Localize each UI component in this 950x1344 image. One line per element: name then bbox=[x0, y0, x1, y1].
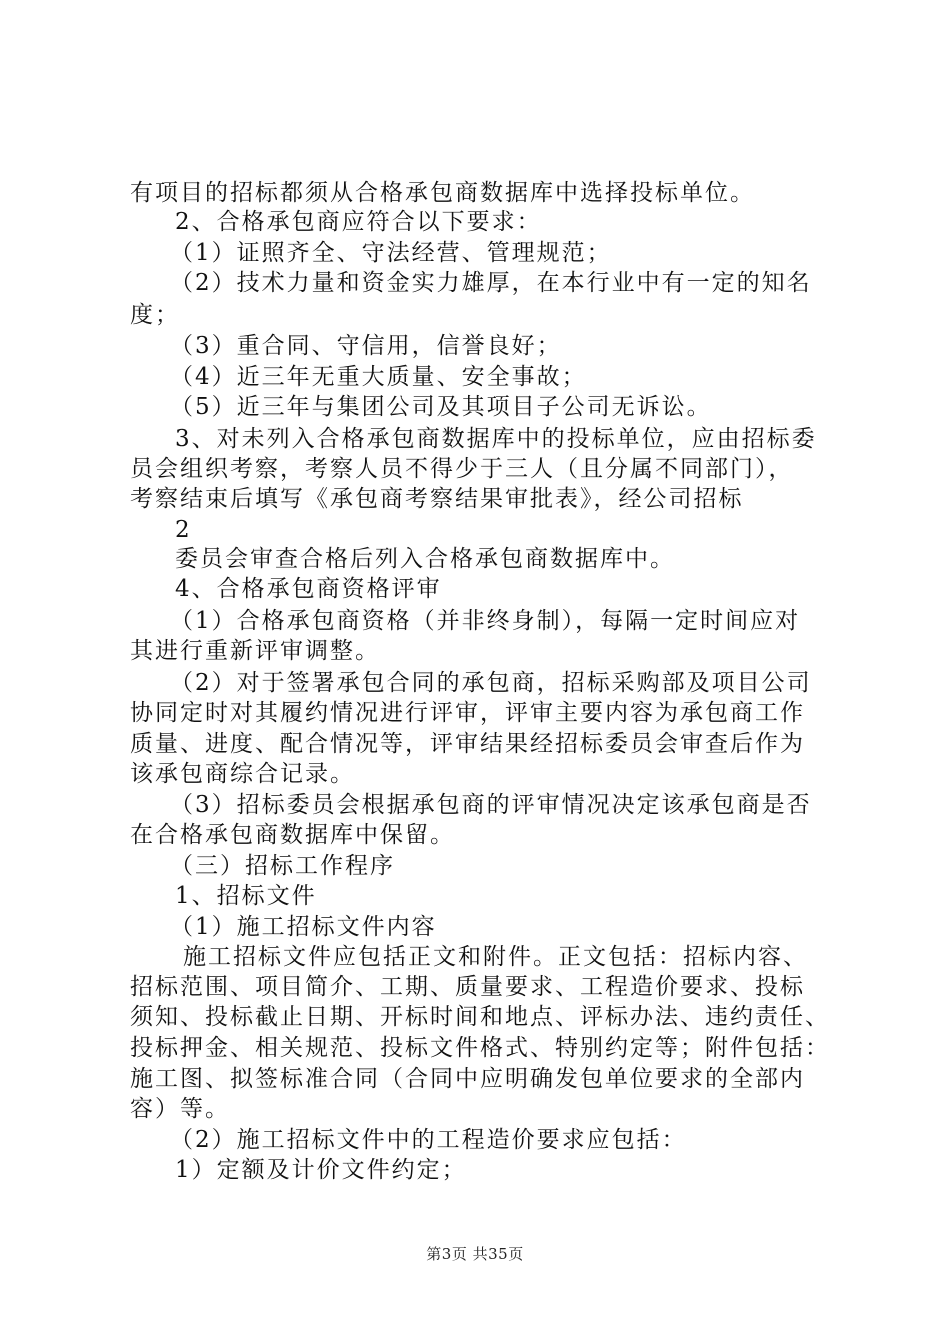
section-heading: （三）招标工作程序 bbox=[170, 853, 395, 879]
text-line: （1）证照齐全、守法经营、管理规范； bbox=[170, 240, 612, 266]
text-line: （2）技术力量和资金实力雄厚，在本行业中有一定的知名 bbox=[170, 270, 812, 296]
page-footer: 第3页 共35页 bbox=[426, 1245, 524, 1263]
text-line: 2、合格承包商应符合以下要求： bbox=[175, 209, 542, 235]
text-line: 须知、投标截止日期、开标时间和地点、评标办法、违约责任、 bbox=[130, 1004, 830, 1030]
text-line: （5）近三年与集团公司及其项目子公司无诉讼。 bbox=[170, 394, 712, 420]
section-heading: 1、招标文件 bbox=[175, 883, 317, 909]
text-line: 容）等。 bbox=[130, 1096, 230, 1122]
text-line: 施工招标文件应包括正文和附件。正文包括：招标内容、 bbox=[183, 944, 808, 970]
text-line: 该承包商综合记录。 bbox=[130, 761, 355, 787]
text-line: 在合格承包商数据库中保留。 bbox=[130, 822, 455, 848]
text-line: （3）重合同、守信用，信誉良好； bbox=[170, 333, 562, 359]
text-line: （2）对于签署承包合同的承包商，招标采购部及项目公司 bbox=[170, 670, 812, 696]
text-line: 考察结束后填写《承包商考察结果审批表》，经公司招标 bbox=[130, 486, 744, 512]
text-line: 其进行重新评审调整。 bbox=[130, 638, 380, 664]
text-line: 有项目的招标都须从合格承包商数据库中选择投标单位。 bbox=[130, 180, 755, 206]
text-line: 招标范围、项目简介、工期、质量要求、工程造价要求、投标 bbox=[130, 974, 805, 1000]
text-line: （4）近三年无重大质量、安全事故； bbox=[170, 364, 587, 390]
text-line: 质量、进度、配合情况等，评审结果经招标委员会审查后作为 bbox=[130, 731, 805, 757]
page-break-number: 2 bbox=[175, 517, 192, 543]
text-line: （1）合格承包商资格（并非终身制），每隔一定时间应对 bbox=[170, 608, 801, 634]
text-line: 投标押金、相关规范、投标文件格式、特别约定等；附件包括： bbox=[130, 1035, 830, 1061]
text-line: 员会组织考察，考察人员不得少于三人（且分属不同部门）， bbox=[130, 456, 794, 482]
text-line: 施工图、拟签标准合同（合同中应明确发包单位要求的全部内 bbox=[130, 1066, 805, 1092]
text-line: 3、对未列入合格承包商数据库中的投标单位，应由招标委 bbox=[175, 426, 817, 452]
text-line: （2）施工招标文件中的工程造价要求应包括： bbox=[170, 1127, 687, 1153]
text-line: 委员会审查合格后列入合格承包商数据库中。 bbox=[175, 546, 675, 572]
text-line: 1）定额及计价文件约定； bbox=[175, 1157, 467, 1183]
text-line: 度； bbox=[130, 302, 180, 328]
text-line: （3）招标委员会根据承包商的评审情况决定该承包商是否 bbox=[170, 792, 812, 818]
text-line: 4、合格承包商资格评审 bbox=[175, 576, 442, 602]
section-heading: （1）施工招标文件内容 bbox=[170, 914, 437, 940]
text-line: 协同定时对其履约情况进行评审，评审主要内容为承包商工作 bbox=[130, 700, 805, 726]
